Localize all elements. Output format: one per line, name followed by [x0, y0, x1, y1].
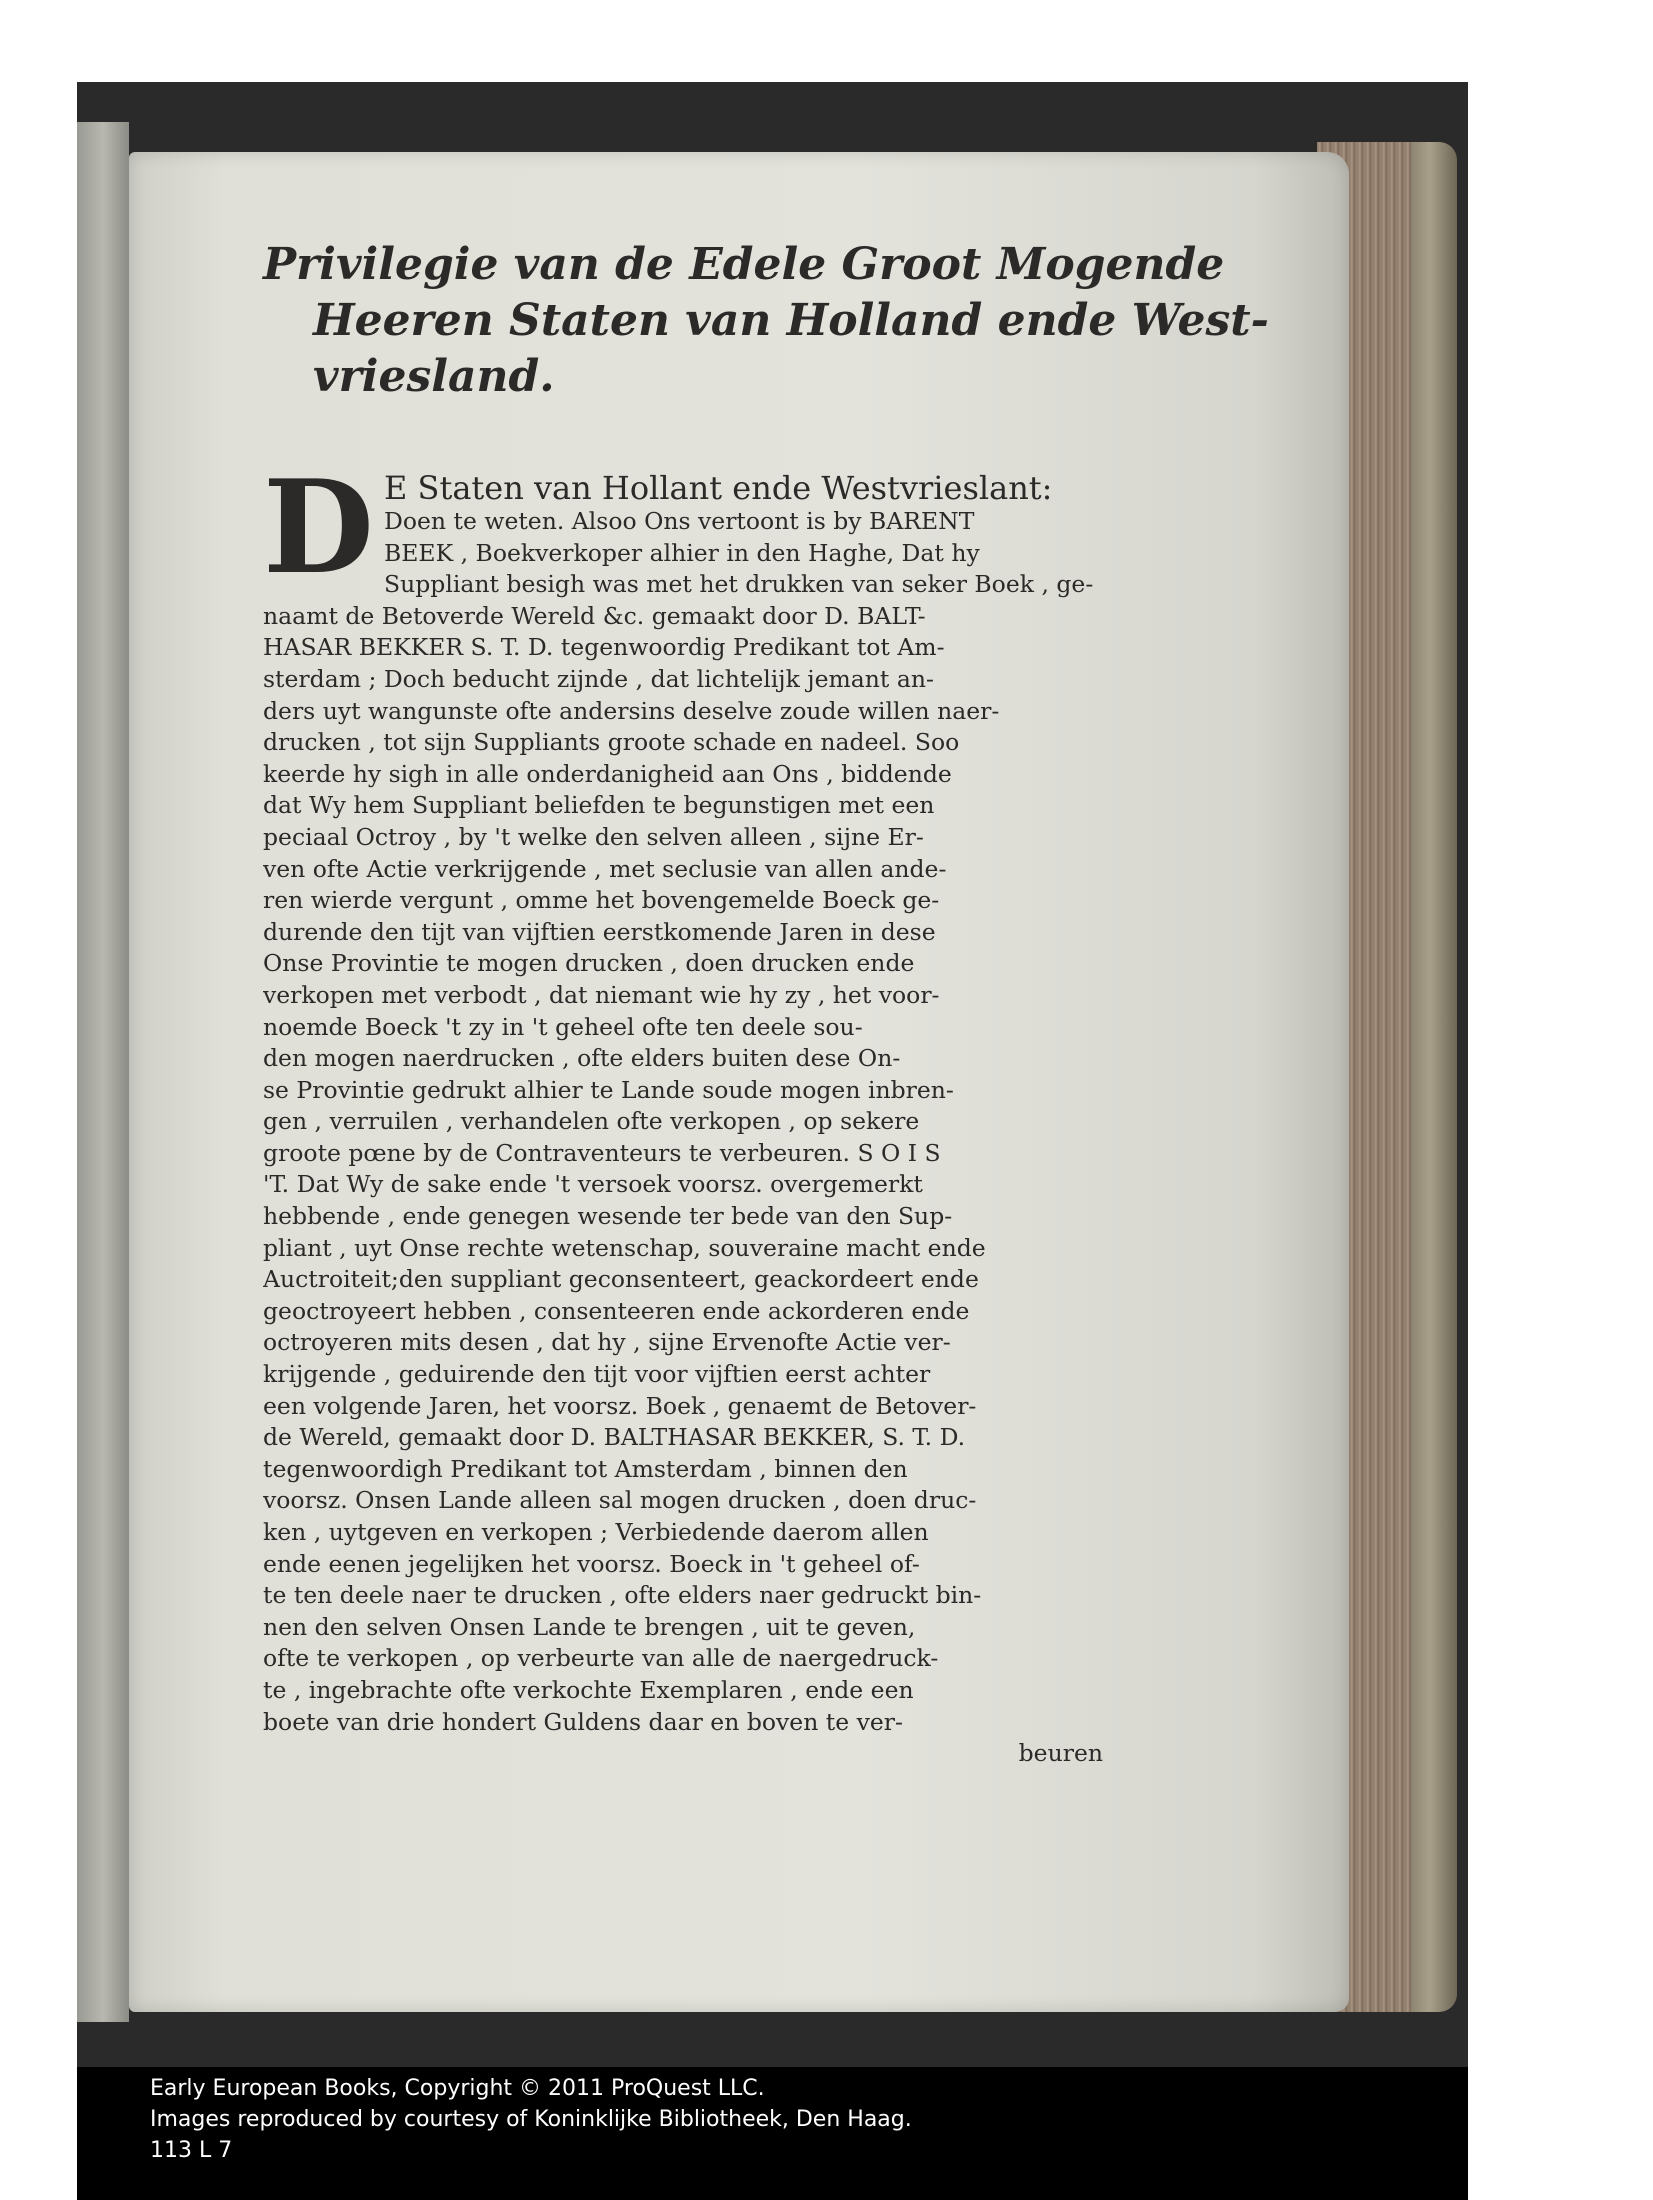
- body-line: nen den selven Onsen Lande te brengen , uit te geven,: [263, 1612, 916, 1641]
- body-line: Doen te weten. Alsoo Ons vertoont is by BARENT: [384, 507, 975, 535]
- body-line: naamt de Betoverde Wereld &c. gemaakt door D. BALT-: [263, 601, 926, 630]
- heading-line-1: Privilegie van de Edele Groot Mogende: [263, 239, 1225, 290]
- body-line: 'T. Dat Wy de sake ende 't versoek voorsz. overgemerkt: [263, 1170, 923, 1199]
- body-line: ende eenen jegelijken het voorsz. Boeck in 't geheel of-: [263, 1549, 920, 1578]
- body-line: gen , verruilen , verhandelen ofte verkopen , op sekere: [263, 1107, 920, 1136]
- body-line: se Provintie gedrukt alhier te Lande soude mogen inbren-: [263, 1075, 954, 1104]
- body-line: Auctroiteit;den suppliant geconsenteert, geackordeert ende: [263, 1265, 979, 1294]
- body-line: ken , uytgeven en verkopen ; Verbiedende daerom allen: [263, 1518, 929, 1546]
- body-line: peciaal Octroy , by 't welke den selven alleen , sijne Er-: [263, 822, 924, 851]
- body-line: sterdam ; Doch beducht zijnde , dat lichtelijk jemant an-: [263, 664, 934, 693]
- privilege-body: [263, 453, 1103, 1770]
- body-line: de Wereld, gemaakt door D. BALTHASAR BEKKER, S. T. D.: [263, 1423, 966, 1452]
- body-line: HASAR BEKKER S. T. D. tegenwoordig Predikant tot Am-: [263, 633, 945, 662]
- body-line: boete van drie hondert Guldens daar en boven te ver-: [263, 1707, 903, 1736]
- body-line: BEEK , Boekverkoper alhier in den Haghe, Dat hy: [384, 538, 980, 567]
- body-first-line: E Staten van Hollant ende Westvrieslant:: [384, 469, 1053, 507]
- body-line: voorsz. Onsen Lande alleen sal mogen drucken , doen druc-: [263, 1486, 977, 1515]
- body-line: keerde hy sigh in alle onderdanigheid aan Ons , biddende: [263, 759, 952, 788]
- facing-page-edge: [77, 122, 129, 2022]
- catchword: beuren: [1018, 1739, 1103, 1768]
- copyright-footer: [150, 2073, 912, 2166]
- drop-cap: D: [263, 453, 374, 603]
- privilege-heading: [263, 237, 1269, 405]
- body-line: ven ofte Actie verkrijgende , met seclusie van allen ande-: [263, 854, 947, 883]
- body-lines: [263, 506, 1103, 1738]
- body-line: te ten deele naer te drucken , ofte elders naer gedruckt bin-: [263, 1581, 982, 1610]
- heading-line-3: vriesland.: [313, 351, 555, 402]
- heading-line-2: Heeren Staten van Holland ende West-: [313, 295, 1269, 346]
- body-line: ren wierde vergunt , omme het bovengemelde Boeck ge-: [263, 886, 940, 915]
- body-line: geoctroyeert hebben , consenteeren ende ackorderen ende: [263, 1296, 970, 1325]
- footer-shelfmark: 113 L 7: [150, 2138, 233, 2163]
- body-line: hebbende , ende genegen wesende ter bede van den Sup-: [263, 1202, 953, 1231]
- body-line: tegenwoordigh Predikant tot Amsterdam , binnen den: [263, 1454, 908, 1483]
- body-line: noemde Boeck 't zy in 't geheel ofte ten deele sou-: [263, 1012, 863, 1041]
- footer-courtesy: Images reproduced by courtesy of Koninklijke Bibliotheek, Den Haag.: [150, 2107, 912, 2132]
- body-line: ders uyt wangunste ofte andersins deselve zoude willen naer-: [263, 696, 1000, 725]
- body-line: te , ingebrachte ofte verkochte Exemplaren , ende een: [263, 1675, 914, 1704]
- body-line: dat Wy hem Suppliant beliefden te begunstigen met een: [263, 791, 935, 820]
- footer-copyright: Early European Books, Copyright © 2011 ProQuest LLC.: [150, 2076, 765, 2101]
- body-line: den mogen naerdrucken , ofte elders buiten dese On-: [263, 1044, 901, 1073]
- body-line: octroyeren mits desen , dat hy , sijne Ervenofte Actie ver-: [263, 1328, 951, 1357]
- body-line: pliant , uyt Onse rechte wetenschap, souveraine macht ende: [263, 1233, 986, 1262]
- body-line: groote pœne by de Contraventeurs te verbeuren. S O I S: [263, 1138, 941, 1167]
- body-line: Suppliant besigh was met het drukken van seker Boek , ge-: [384, 570, 1094, 599]
- body-line: drucken , tot sijn Suppliants groote schade en nadeel. Soo: [263, 728, 960, 757]
- body-line: Onse Provintie te mogen drucken , doen drucken ende: [263, 949, 915, 978]
- body-line: durende den tijt van vijftien eerstkomende Jaren in dese: [263, 917, 936, 946]
- body-line: ofte te verkopen , op verbeurte van alle de naergedruck-: [263, 1644, 939, 1673]
- body-line: krijgende , geduirende den tijt voor vijftien eerst achter: [263, 1360, 931, 1389]
- body-line: verkopen met verbodt , dat niemant wie hy zy , het voor-: [263, 980, 940, 1009]
- body-line: een volgende Jaren, het voorsz. Boek , genaemt de Betover-: [263, 1391, 977, 1420]
